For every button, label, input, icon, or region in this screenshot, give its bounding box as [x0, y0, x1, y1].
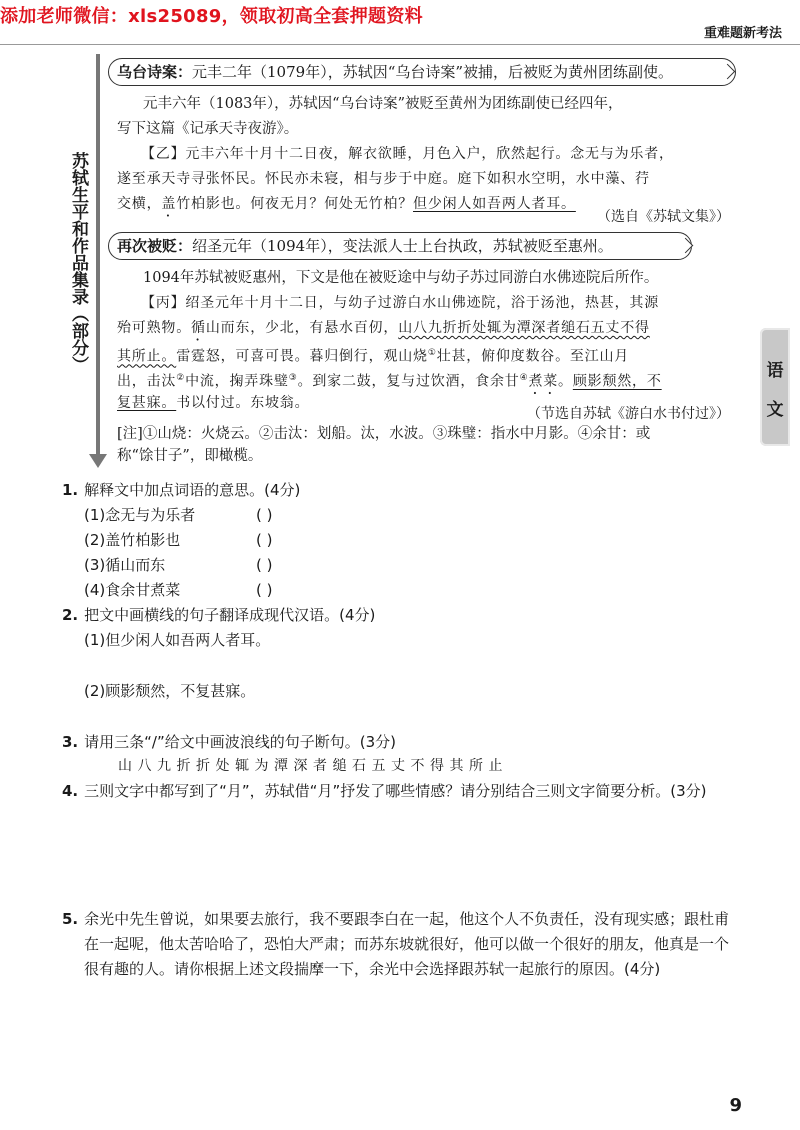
text: 中流，掬弄珠璧	[185, 373, 289, 390]
question-number: 4.	[62, 782, 79, 800]
text: 山而东，少北，有悬水百仞，	[205, 320, 399, 336]
passage-c-note-line-2: 称“馀甘子”，即橄榄。	[117, 448, 263, 464]
footnote-mark: ①	[427, 348, 437, 358]
header-tag: 重难题新考法	[703, 26, 782, 41]
answer-blank[interactable]: ( )	[256, 506, 273, 524]
passage-b-intro-line-1: 元丰六年（1083年），苏轼因“乌台诗案”被贬至黄州为团练副使已经四年，	[143, 96, 623, 112]
question-1	[62, 478, 300, 502]
passage-c-note-line-1: [注]①山烧：火烧云。②击汰：划船。汰，水波。③珠璧：指水中月影。④余甘：或	[117, 426, 651, 442]
question-number: 1.	[62, 481, 79, 499]
question-5-line-2: 在一起呢，他太苦哈哈了，恐怕大严肃；而苏东坡就很好，他可以做一个很好的朋友，他真是一个	[84, 935, 730, 953]
subject-tab-char-1: 语	[766, 361, 784, 381]
wavy-sentence: 其所止。	[117, 348, 177, 365]
question-5-line-1	[62, 907, 729, 931]
footnote-mark: ③	[288, 373, 298, 383]
question-1-item-2: (2)盖竹柏影也 ( )	[84, 528, 340, 552]
passage-b-intro-line-2: 写下这篇《记承天寺夜游》。	[117, 121, 299, 137]
underlined-sentence: 复甚寐。	[117, 395, 177, 411]
text: 竹柏影也。何夜无月？何处无竹柏？	[176, 196, 414, 212]
question-stem: 解释文中加点词语的意思。(4分)	[84, 481, 301, 499]
footnote-mark: ②	[176, 373, 186, 383]
question-number: 5.	[62, 910, 79, 928]
footnote-mark: ④	[519, 373, 529, 383]
question-1-item-3: (3)循山而东 ( )	[84, 553, 340, 577]
underlined-sentence: 顾影颓然，不	[572, 373, 662, 390]
passage-b-source: （选自《苏轼文集》）	[597, 209, 730, 225]
question-2-item-2: (2)顾影颓然，不复甚寐。	[84, 682, 256, 700]
question-5-line-3: 很有趣的人。请你根据上述文段揣摩一下，余光中会选择跟苏轼一起旅行的原因。(4分)	[84, 960, 661, 978]
dotted-word: 煮菜。	[528, 373, 573, 390]
question-3-sentence: 山八九折折处辄为潭深者缒石五丈不得其所止	[118, 758, 508, 774]
wavy-sentence: 山八九折折处辄为潭深者缒石五丈不得	[398, 320, 650, 336]
timeline-arrow-icon	[89, 454, 107, 468]
passage-b-line-2: 遂至承天寺寻张怀民。怀民亦未寝，相与步于中庭。庭下如积水空明，水中藻、荇	[117, 171, 650, 187]
question-3	[62, 730, 396, 754]
passage-b-line-1: 【乙】元丰六年十月十二日夜，解衣欲睡，月色入户，欣然起行。念无与为乐者，	[141, 146, 674, 162]
subject-tab-char-2: 文	[766, 400, 784, 420]
text: 壮甚，俯仰度数谷。至江山月	[436, 348, 630, 365]
dotted-word: 盖	[161, 196, 177, 212]
answer-blank[interactable]: ( )	[256, 581, 273, 599]
event-text: 绍圣元年（1094年），变法派人士上台执政，苏轼被贬至惠州。	[192, 237, 613, 255]
question-1-item-4: (4)食余甘煮菜 ( )	[84, 578, 340, 602]
question-2-item-1: (1)但少闲人如吾两人者耳。	[84, 631, 271, 649]
underlined-sentence: 但少闲人如吾两人者耳。	[413, 196, 576, 212]
passage-c-line-5	[117, 391, 309, 416]
question-stem: 请用三条“/”给文中画波浪线的句子断句。(3分)	[84, 733, 396, 751]
passage-c-intro: 1094年苏轼被贬惠州，下文是他在被贬途中与幼子苏过同游白水佛迹院后所作。	[143, 270, 659, 286]
event-label: 乌台诗案：	[117, 63, 193, 81]
text: 。到家二鼓，复与过饮酒，食余甘	[297, 373, 520, 390]
text: 雷霆怒，可喜可畏。暮归倒行，观山烧	[176, 348, 428, 365]
event-label: 再次被贬：	[117, 237, 193, 255]
text: 出，击汰	[117, 373, 177, 390]
event-text: 元丰二年（1079年），苏轼因“乌台诗案”被捕，后被贬为黄州团练副使。	[192, 63, 674, 81]
header-divider	[0, 44, 800, 45]
text: 殆可熟物。	[117, 320, 191, 336]
passage-b-line-3	[117, 192, 576, 220]
passage-c-line-1: 【丙】绍圣元年十月十二日，与幼子过游白水山佛迹院，浴于汤池，热甚，其源	[141, 295, 659, 311]
timeline-bar	[96, 54, 100, 458]
side-label: 苏轼生平和作品集录（部分）	[68, 152, 88, 373]
event-box-exile	[108, 232, 692, 260]
text: 交横，	[117, 196, 162, 212]
subject-tab	[760, 328, 790, 446]
question-stem: 把文中画横线的句子翻译成现代汉语。(4分)	[84, 606, 376, 624]
question-stem: 三则文字中都写到了“月”，苏轼借“月”抒发了哪些情感？请分别结合三则文字简要分析。(3分)	[84, 782, 707, 800]
passage-c-line-2	[117, 316, 650, 344]
question-number: 2.	[62, 606, 79, 624]
text: 书以付过。东坡翁。	[176, 395, 310, 411]
passage-c-source: （节选自苏轼《游白水书付过》）	[527, 406, 730, 422]
answer-blank[interactable]: ( )	[256, 556, 273, 574]
question-4	[62, 779, 706, 803]
watermark-text: 添加老师微信：xls25089，领取初高全套押题资料	[0, 6, 423, 27]
question-2	[62, 603, 375, 627]
event-box-wutai	[108, 58, 736, 86]
answer-blank[interactable]: ( )	[256, 531, 273, 549]
dotted-word: 循	[191, 320, 206, 336]
question-number: 3.	[62, 733, 79, 751]
page-number: 9	[729, 1095, 742, 1116]
question-stem: 余光中先生曾说，如果要去旅行，我不要跟李白在一起，他这个人不负责任，没有现实感；跟杜甫	[84, 910, 730, 928]
question-1-item-1: (1)念无与为乐者 ( )	[84, 503, 340, 527]
